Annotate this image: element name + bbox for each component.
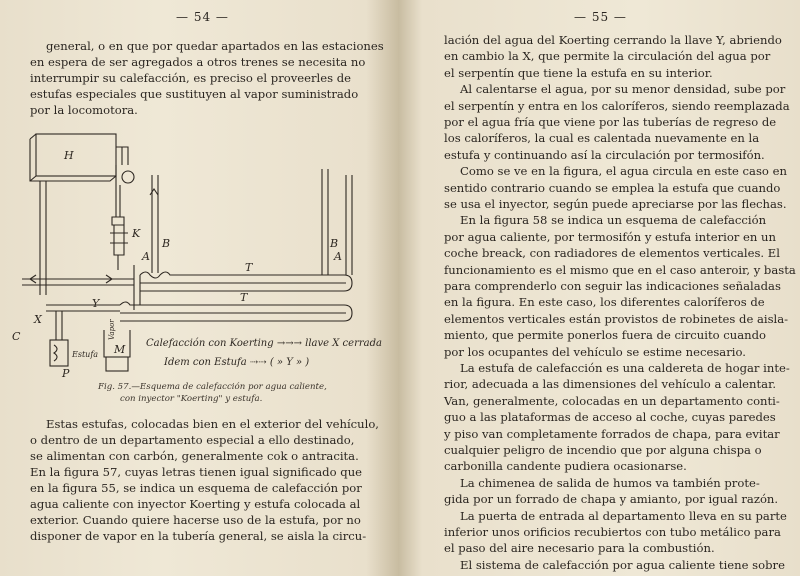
legend-koerting: Calefacción con Koerting →→→ llave X cerrada [146, 338, 382, 349]
text-line: estufas especiales que sustituyen al vapor suministrado [30, 87, 359, 101]
text-line: miento, que permite ponerlos fuera de circuito cuando [444, 328, 767, 343]
text-line: lación del agua del Koerting cerrando la llave Y, abriendo [444, 33, 782, 47]
text-line: cualquier peligro de incendio que por alguna chispa o [444, 443, 762, 457]
text-line: se alimentan con carbón, generalmente cok o antracita. [30, 449, 359, 463]
tank-h [36, 134, 116, 176]
legend-estufa: Idem con Estufa ⇢⇢ ( » Y » ) [164, 357, 310, 368]
text-line: sentido contrario cuando se emplea la estufa que cuando [444, 180, 781, 195]
figure-caption: Fig. 57.—Esquema de calefacción por agua caliente, [98, 382, 327, 392]
page-number-right: — 55 — [574, 10, 627, 24]
text-line: agua caliente con inyector Koerting y estufa colocada al [30, 497, 361, 511]
text-line: y piso van completamente forrados de chapa, para evitar [444, 426, 780, 441]
text-line: en la figura 55, se indica un esquema de calefacción por [30, 481, 362, 495]
text-line: por el agua fría que viene por las tuberías de regreso de [444, 115, 777, 129]
text-line: carbonilla candente pudiera ocasionarse. [444, 459, 687, 474]
label-b-left: B [162, 237, 171, 250]
label-vapor: Vapor [108, 319, 116, 340]
text-line: disponer de vapor en la tubería general, se aisla la circu- [30, 529, 367, 543]
text-line: Estas estufas, colocadas bien en el exterior del vehículo, [46, 417, 379, 431]
text-line: el serpentín y entra en los caloríferos, siendo reemplazada [444, 98, 790, 113]
text-line: en espera de ser agregados a otros trenes se necesita no [30, 55, 366, 69]
gauge-icon [122, 171, 134, 183]
text-line: rior, adecuada a las dimensiones del vehículo a calentar. [444, 377, 777, 392]
stove [50, 340, 68, 366]
text-line: coche breack, con radiadores de elementos verticales. El [444, 246, 780, 261]
text-line: La estufa de calefacción es una caldereta de hogar inte- [460, 361, 790, 375]
text-line: por los ocupantes del vehículo se estime necesario. [444, 344, 746, 359]
text-line: La puerta de entrada al departamento lleva en su parte [460, 508, 787, 523]
label-a-right: A [334, 250, 342, 263]
text-line: exterior. Cuando quiere hacerse uso de la estufa, por no [30, 513, 361, 527]
text-line: Van, generalmente, colocadas en un departamento conti- [444, 393, 780, 408]
text-line: La chimenea de salida de humos va también prote- [460, 475, 760, 490]
page-number-left: — 54 — [176, 10, 229, 24]
text-line: guo a las plataformas de acceso al coche, cuyas paredes [444, 410, 776, 425]
label-c: C [12, 330, 21, 343]
text-line: general, o en que por quedar apartados en las estaciones [46, 39, 384, 53]
vapor-source-m [106, 357, 128, 371]
label-t-upper: T [245, 261, 253, 274]
label-p: P [62, 367, 70, 380]
text-line: para comprenderlo con seguir las indicaciones señaladas [444, 279, 781, 293]
figure-caption: con inyector "Koerting" y estufa. [120, 394, 263, 404]
label-a-left: A [142, 250, 150, 263]
heating-diagram [0, 125, 398, 385]
label-y: Y [92, 297, 100, 310]
text-line: el paso del aire necesario para la combustión. [444, 541, 715, 556]
text-line: inferior unos orificios recubiertos con tubo metálico para [444, 525, 781, 539]
label-estufa: Estufa [72, 350, 99, 359]
text-line: funcionamiento es el mismo que en el caso anteroir, y basta [444, 262, 796, 277]
left-page [0, 0, 398, 576]
text-line: los caloríferos, la cual es calentada nuevamente en la [444, 131, 760, 146]
text-line: Al calentarse el agua, por su menor densidad, sube por [460, 82, 786, 97]
label-t-lower: T [240, 291, 248, 304]
text-line: elementos verticales están provistos de robinetes de aisla- [444, 311, 789, 326]
text-line: en la figura. En este caso, los diferentes caloríferos de [444, 295, 765, 310]
text-line: por agua caliente, por termosifón y estufa interior en un [444, 229, 776, 244]
text-line: se usa el inyector, según puede apreciarse por las flechas. [444, 197, 787, 211]
text-line: El sistema de calefacción por agua caliente tiene sobre [460, 557, 785, 572]
text-line: estufa y continuando así la circulación por termosifón. [444, 147, 765, 162]
text-line: el serpentín que tiene la estufa en su interior. [444, 65, 713, 80]
label-m: M [114, 343, 126, 356]
injector-k [110, 217, 128, 270]
text-line: En la figura 58 se indica un esquema de calefacción [460, 213, 767, 228]
text-line: en cambio la X, que permite la circulación del agua por [444, 49, 771, 64]
text-line: En la figura 57, cuyas letras tienen igual significado que [30, 465, 363, 479]
label-k: K [132, 227, 141, 240]
text-line: Como se ve en la figura, el agua circula en este caso en [460, 164, 787, 179]
radiator-upper [140, 272, 352, 291]
label-h: H [64, 149, 74, 162]
label-b-right: B [330, 237, 339, 250]
radiator-lower [120, 302, 352, 321]
label-x: X [34, 313, 42, 326]
text-line: gida por un forrado de chapa y amianto, por igual razón. [444, 492, 779, 507]
text-line: o dentro de un departamento especial a ello destinado, [30, 433, 355, 447]
text-line: por la locomotora. [30, 103, 138, 117]
right-page [398, 0, 800, 576]
text-line: interrumpir su calefacción, es preciso el proveerles de [30, 71, 352, 85]
